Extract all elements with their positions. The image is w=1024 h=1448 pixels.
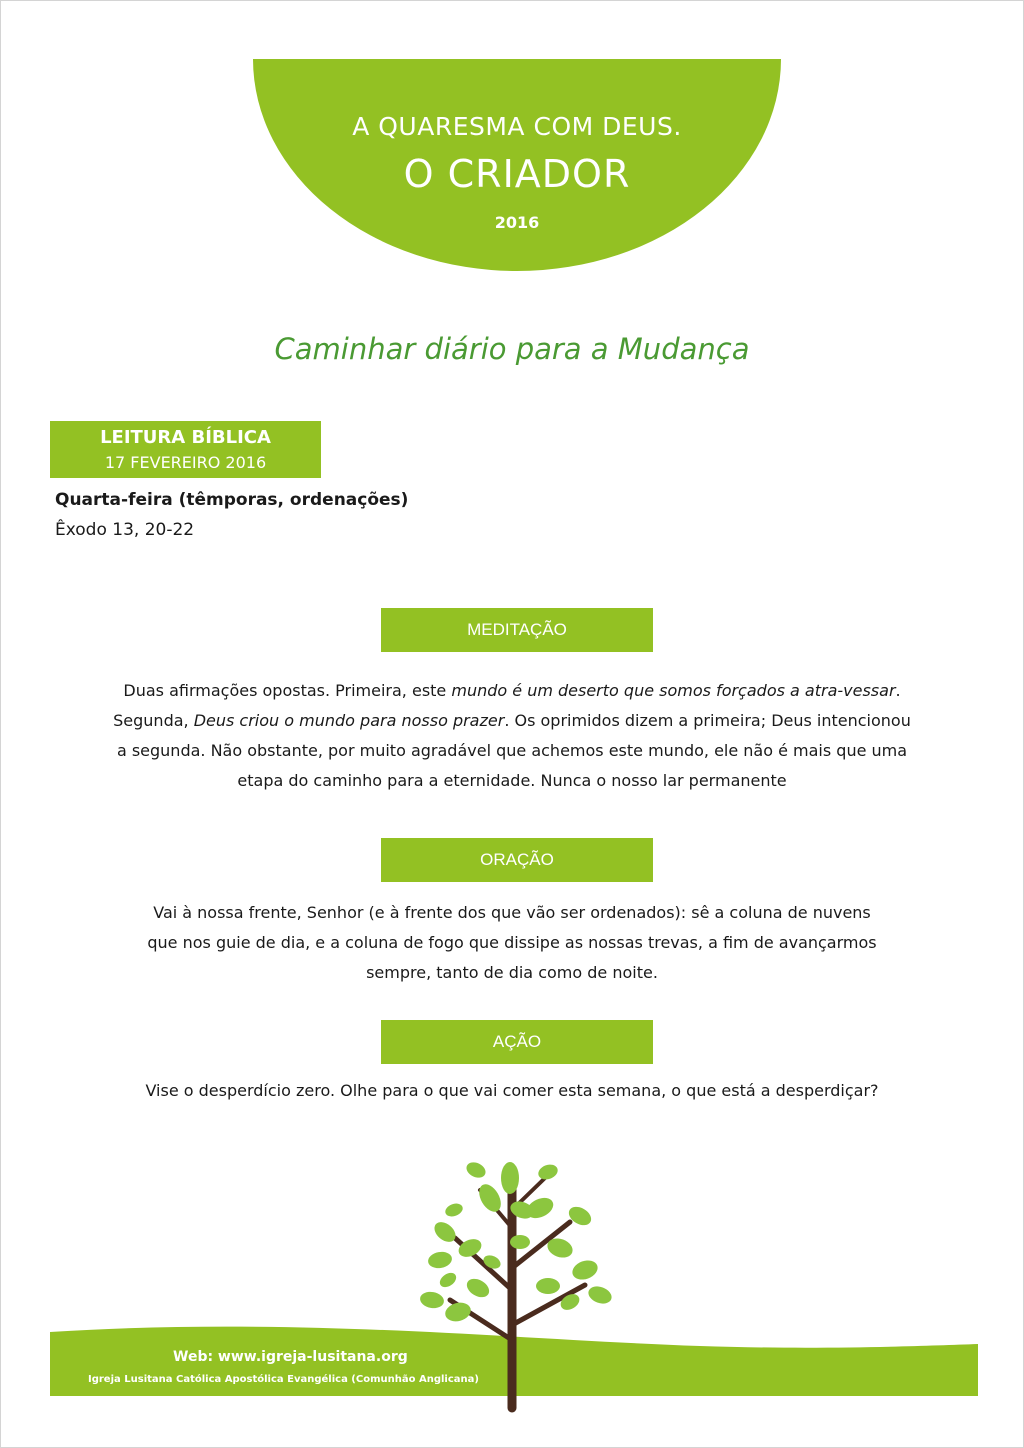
oracao-text: Vai à nossa frente, Senhor (e à frente dos que vão ser ordenados): sê a coluna de nuvens que nos guie de dia, e a coluna de fogo que dissipe as nossas trevas, a fim de avançarmos sempre, tanto de dia como de noite. <box>147 903 877 982</box>
page-subtitle: Caminhar diário para a Mudança <box>274 332 750 366</box>
leitura-banner <box>50 421 321 478</box>
meditacao-emphasis-2: Deus criou o mundo para nosso prazer <box>193 711 505 730</box>
meditacao-text <box>112 676 912 796</box>
leitura-title: LEITURA BÍBLICA <box>100 427 271 448</box>
meditacao-emphasis-1: mundo é um deserto que somos forçados a atra-vessar <box>451 681 896 700</box>
bible-reference: Êxodo 13, 20-22 <box>55 520 195 540</box>
meditacao-text-part: . Os oprimidos dizem a primeira; Deus intencionou a segunda. Não obstante, por muito agradável que achemos este mundo, ele não é mais que uma etapa do caminho para a eternidade. Nunca o nosso lar permanente <box>116 711 911 790</box>
oracao-heading: ORAÇÃO <box>381 838 653 882</box>
header-line1: A QUARESMA COM DEUS. <box>352 112 682 141</box>
footer-organization: Igreja Lusitana Católica Apostólica Evangélica (Comunhão Anglicana) <box>88 1374 479 1385</box>
header-title: O CRIADOR <box>403 152 631 196</box>
acao-heading: AÇÃO <box>381 1020 653 1064</box>
header-year: 2016 <box>494 213 540 232</box>
footer-web: Web: www.igreja-lusitana.org <box>173 1349 408 1365</box>
day-label: Quarta-feira (têmporas, ordenações) <box>55 490 409 510</box>
leitura-date: 17 FEVEREIRO 2016 <box>104 453 267 472</box>
meditacao-text-part: Duas afirmações opostas. Primeira, este <box>123 681 452 700</box>
acao-text: Vise o desperdício zero. Olhe para o que vai comer esta semana, o que está a desperdiçar? <box>145 1081 879 1100</box>
meditacao-text-part: . Segunda, <box>113 681 901 730</box>
meditacao-heading: MEDITAÇÃO <box>381 608 653 652</box>
